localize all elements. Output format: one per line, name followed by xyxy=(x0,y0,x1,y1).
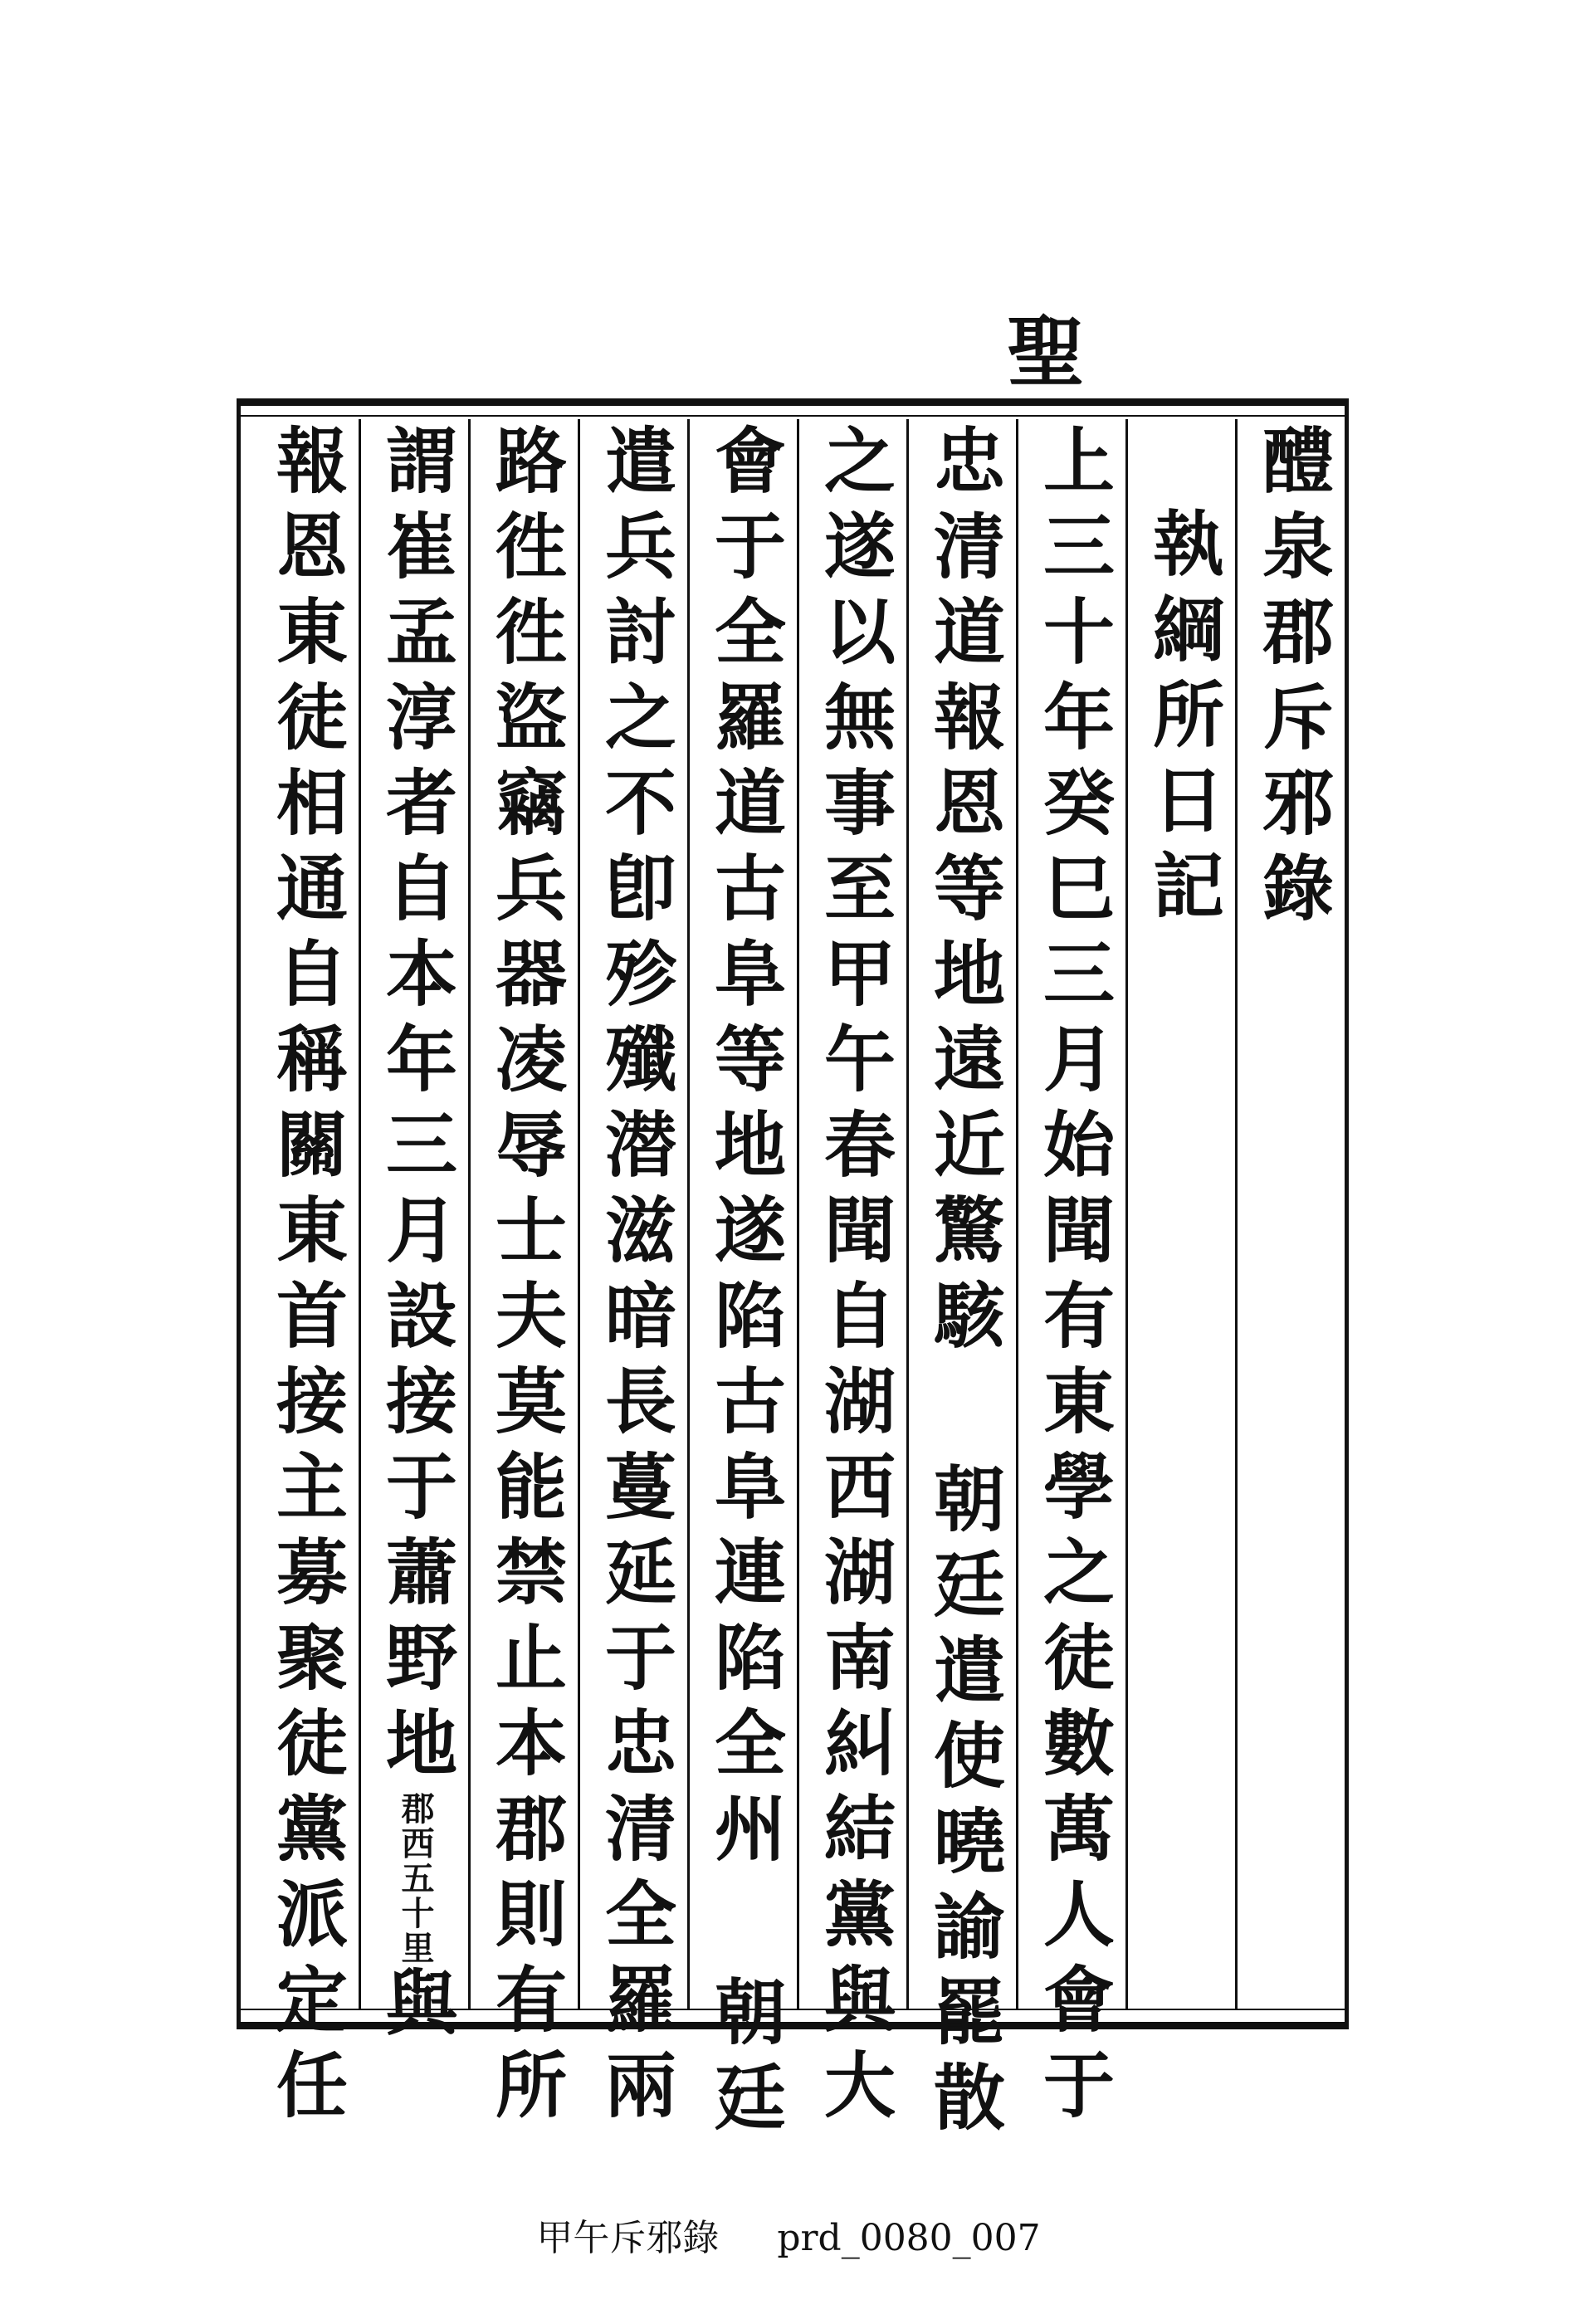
column-divider xyxy=(1125,419,1128,2009)
column-divider xyxy=(687,419,690,2009)
column-divider xyxy=(1016,419,1018,2009)
text-column: 忠清道報恩等地遠近驚駭 朝廷遣使曉諭罷散 xyxy=(921,423,1005,2146)
column-divider xyxy=(578,419,580,2009)
column-divider xyxy=(906,419,909,2009)
column-main-text: 謂崔孟淳者自本年三月設接于蕭野地 xyxy=(374,423,457,1791)
text-column: 遣兵討之不卽殄殲潜滋暗長蔓延于忠清全羅兩 xyxy=(593,423,676,2133)
interlinear-note: 郡西五十里 xyxy=(396,1791,435,1965)
text-column: 路徃徃盜竊兵器凌辱士夫莫能禁止本郡則有所 xyxy=(483,423,567,2133)
column-divider xyxy=(1235,419,1238,2009)
column-tail-text: 與 xyxy=(374,1965,457,2051)
text-column: 會于全羅道古阜等地遂陷古阜連陷全州 朝廷 xyxy=(702,423,786,2146)
column-divider xyxy=(359,419,361,2009)
text-column: 報恩東徒相通自稱關東首接主募聚徒黨派定任 xyxy=(264,423,348,2133)
column-divider xyxy=(797,419,799,2009)
text-column xyxy=(364,423,466,2051)
frame-inner-top-line xyxy=(237,415,1349,417)
text-column: 上三十年癸巳三月始聞有東學之徒數萬人會于 xyxy=(1031,423,1115,2133)
elevated-honorific-character: 聖 xyxy=(1006,307,1085,398)
footer-title: 甲午斥邪錄 xyxy=(536,2217,720,2259)
column-divider xyxy=(468,419,471,2009)
page-footer xyxy=(0,2208,1577,2261)
text-column-subtitle: 執綱所日記 xyxy=(1140,506,1224,934)
footer-code: prd_0080_007 xyxy=(777,2217,1041,2259)
text-column: 之遂以無事至甲午春聞自湖西湖南糾結黨與大 xyxy=(812,423,896,2133)
text-column-title: 醴泉郡斥邪錄 xyxy=(1250,423,1334,936)
